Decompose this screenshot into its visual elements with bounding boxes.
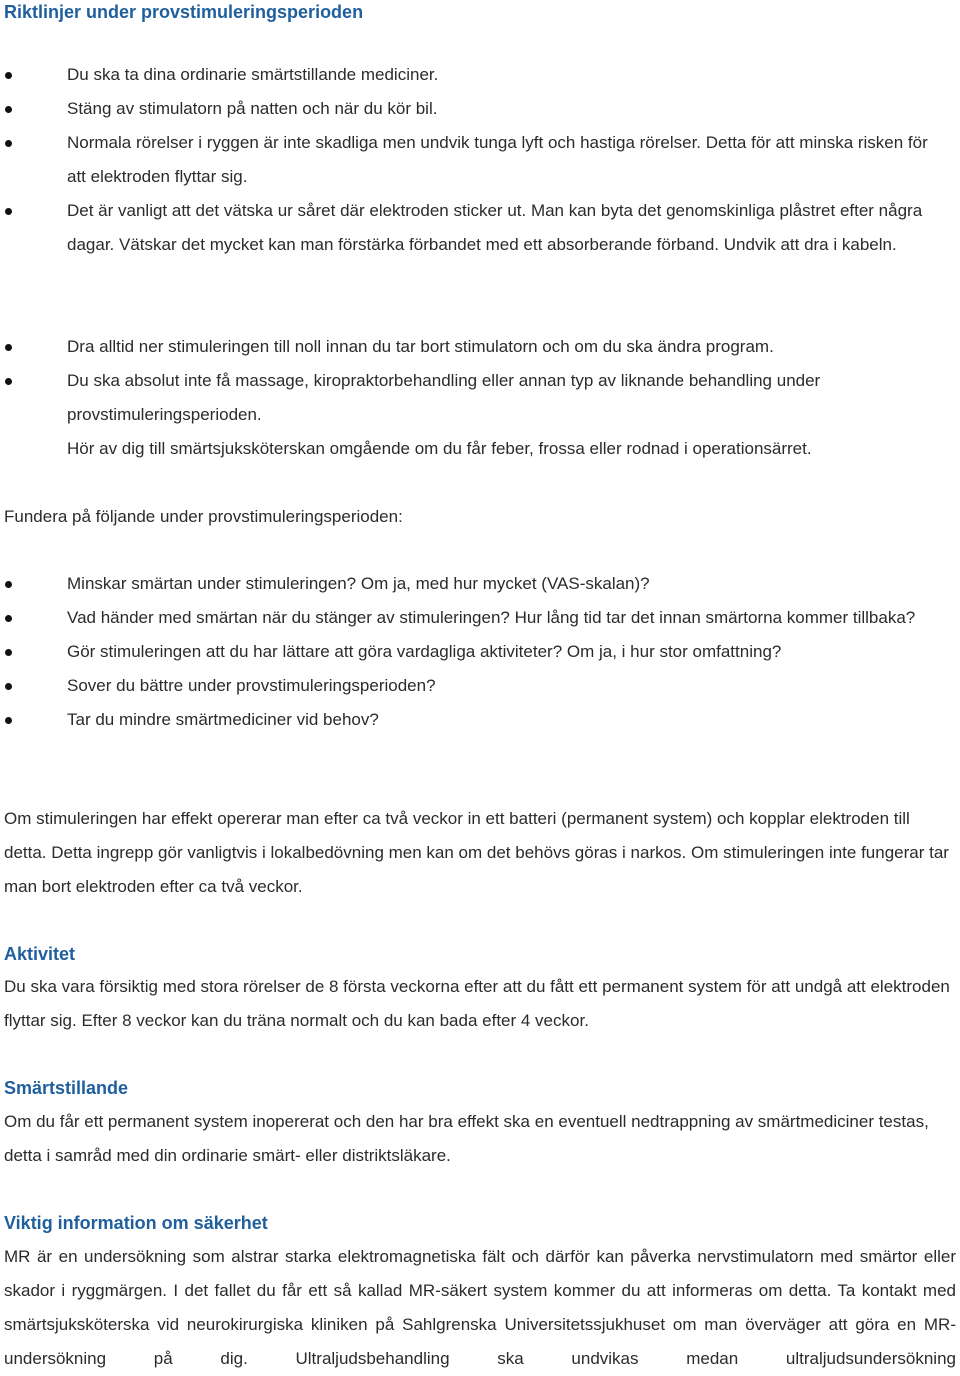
- bullet-icon: [5, 581, 12, 588]
- list-item: Du ska ta dina ordinarie smärtstillande mediciner.: [0, 58, 950, 92]
- consider-list: [0, 567, 950, 737]
- list-item: Dra alltid ner stimuleringen till noll innan du tar bort stimulatorn och om du ska ändra program.: [0, 330, 950, 364]
- bullet-icon: [5, 717, 12, 724]
- list-item: Det är vanligt att det vätska ur såret där elektroden sticker ut. Man kan byta det genomskinliga plåstret efter några dagar. Vätskar det mycket kan man förstärka förbandet med ett absorberande förband. Undvik att dra i kabeln.: [0, 194, 950, 262]
- list-item: Minskar smärtan under stimuleringen? Om ja, med hur mycket (VAS-skalan)?: [0, 567, 950, 601]
- bullet-icon: [5, 140, 12, 147]
- list-item: Vad händer med smärtan när du stänger av stimuleringen? Hur lång tid tar det innan smärtorna kommer tillbaka?: [0, 601, 950, 635]
- activity-paragraph: Du ska vara försiktig med stora rörelser de 8 första veckorna efter att du fått ett permanent system för att undgå att elektroden flyttar sig. Efter 8 veckor kan du träna normalt och du kan bada efter 4 veckor.: [4, 977, 950, 1030]
- outcome-paragraph: Om stimuleringen har effekt opererar man efter ca två veckor in ett batteri (permanent system) och kopplar elektroden till detta. Detta ingrepp gör vanligtvis i lokalbedövning men kan om det behövs göras i narkos. Om stimuleringen inte fungerar tar man bort elektroden efter ca två veckor.: [4, 809, 949, 896]
- bullet-icon: [5, 649, 12, 656]
- section-title-pain-relief: Smärtstillande: [4, 1078, 129, 1098]
- fever-note: Hör av dig till smärtsjuksköterskan omgående om du får feber, frossa eller rodnad i operationsärret.: [67, 439, 812, 458]
- guidelines-list-2: [0, 330, 950, 432]
- pain-relief-paragraph: Om du får ett permanent system inopererat och den har bra effekt ska en eventuell nedtrappning av smärtmediciner testas, detta i samråd med din ordinarie smärt- eller distriktsläkare.: [4, 1112, 929, 1165]
- bullet-icon: [5, 344, 12, 351]
- bullet-icon: [5, 72, 12, 79]
- list-item: Gör stimuleringen att du har lättare att göra vardagliga aktiviteter? Om ja, i hur stor omfattning?: [0, 635, 950, 669]
- consider-intro: Fundera på följande under provstimuleringsperioden:: [4, 507, 403, 526]
- bullet-icon: [5, 106, 12, 113]
- guidelines-list: [0, 58, 950, 262]
- bullet-icon: [5, 683, 12, 690]
- bullet-icon: [5, 378, 12, 385]
- bullet-icon: [5, 208, 12, 215]
- bullet-icon: [5, 615, 12, 622]
- section-title-safety: Viktig information om säkerhet: [4, 1213, 268, 1233]
- list-item: Normala rörelser i ryggen är inte skadliga men undvik tunga lyft och hastiga rörelser. Detta för att minska risken för att elektroden flyttar sig.: [0, 126, 950, 194]
- list-item: Stäng av stimulatorn på natten och när du kör bil.: [0, 92, 950, 126]
- list-item: Tar du mindre smärtmediciner vid behov?: [0, 703, 950, 737]
- safety-paragraph: MR är en undersökning som alstrar starka elektromagnetiska fält och därför kan påverka nervstimulatorn med smärtor eller skador i ryggmärgen. I det fallet du får ett så kallad MR-säkert system kommer du att informeras om detta. Ta kontakt med smärtsjuksköterska vid neurokirurgiska kliniken på Sahlgrenska Universitetssjukhuset om man överväger att göra en MR-undersökning på dig. Ultraljudsbehandling ska undvikas medan ultraljudsundersökning: [4, 1247, 956, 1368]
- section-title-guidelines: Riktlinjer under provstimuleringsperioden: [4, 2, 364, 22]
- list-item: Sover du bättre under provstimuleringsperioden?: [0, 669, 950, 703]
- list-item: Du ska absolut inte få massage, kiropraktorbehandling eller annan typ av liknande behandling under provstimuleringsperioden.: [0, 364, 950, 432]
- section-title-activity: Aktivitet: [4, 944, 76, 964]
